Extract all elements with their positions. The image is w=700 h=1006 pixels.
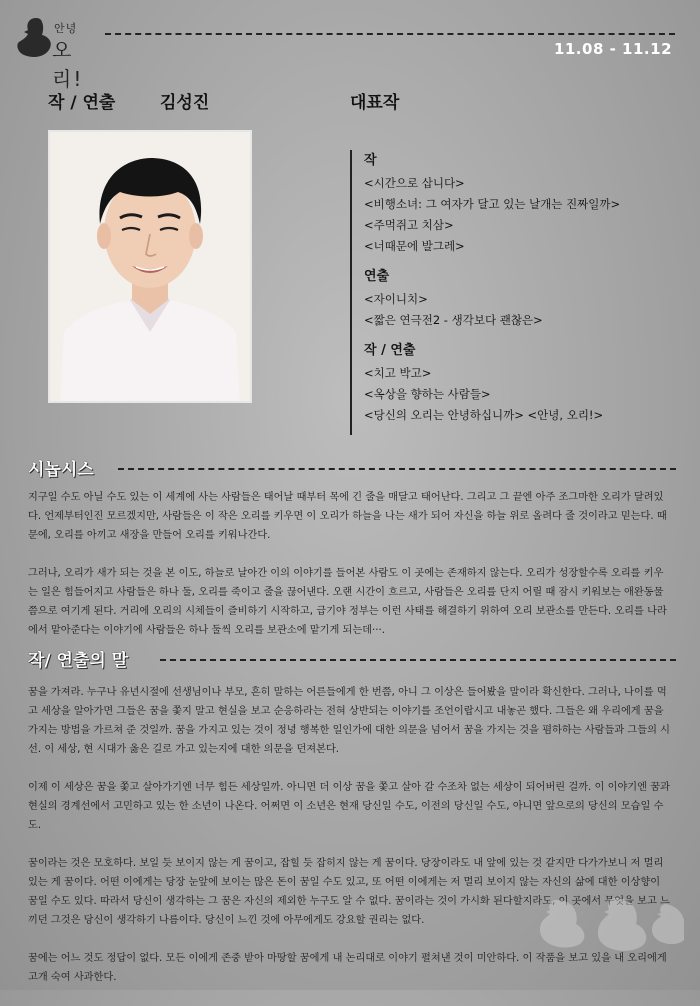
works-divider-line — [350, 150, 352, 435]
director-note-title: 작/ 연출의 말 — [28, 651, 129, 671]
work-title: <비행소녀: 그 여자가 달고 있는 날개는 진짜일까> — [364, 197, 621, 211]
synopsis-paragraph: 그러나, 오리가 새가 되는 것을 본 이도, 하늘로 날아간 이의 이야기를 들어본 사람도 이 곳에는 존재하지 않는다. 오리가 성장할수록 오리를 키우는 일은 힘들어지고 사람들은 하나 둘, 오리를 죽이고 줄을 끊어낸다. 오랜 시간이 흐르고, 사람들은 오리를 단지 어릴 때 잠시 키워보는 애완동물 쯤으로 여기게 된다. 거리에 오리의 시체들이 즐비하기 시작하고, 급기야 정부는 이런 사태를 해결하기 위하여 오리 보관소를 만든다. 오리를 나라에서 맡아준다는 이야기에 사람들은 하나 둘씩 오리를 보관소에 맡기게 되는데···. — [28, 568, 667, 636]
logo-text-top: 안녕 — [54, 22, 78, 35]
director-note-paragraph: 꿈을 가져라. 누구나 유년시절에 선생님이나 부모, 흔히 말하는 어른들에게 한 번쯤, 아니 그 이상은 들어봤을 말이라 확신한다. 그러나, 나이를 먹고 세상을 알아가면 그들은 꿈을 쫓지 말고 현실을 보고 순응하라는 전혀 상반되는 이야기를 조언이랍시고 내놓곤 했다. 그들은 왜 우리에게 꿈을 가지는 방법을 가르쳐 준 것일까. 꿈을 가지고 있는 것이 정녕 행복한 일인가에 대한 의문을 넘어서 꿈을 가지는 것을 폄하하는 사람들과 그들의 시선. 이 세상, 현 시대가 옳은 길로 가고 있는지에 대한 의문을 던져본다. — [28, 687, 671, 755]
synopsis-divider — [118, 468, 676, 470]
work-title: <짧은 연극전2 - 생각보다 괜찮은> — [364, 313, 543, 327]
logo-text-main: 오리! — [52, 38, 84, 91]
director-note-paragraph: 이제 이 세상은 꿈을 쫓고 살아가기엔 너무 힘든 세상일까. 아니면 더 이상 꿈을 쫓고 살아 갈 수조차 없는 세상이 되어버린 걸까. 이 이야기엔 꿈과 현실의 경계선에서 고민하고 있는 한 소년이 나온다. 어쩌면 이 소년은 현재 당신일 수도, 이전의 당신일 수도, 아니면 앞으로의 당신의 모습일 수도. — [28, 782, 670, 831]
work-title: <치고 박고> — [364, 366, 432, 380]
header-divider — [105, 33, 675, 35]
duck-logo-icon — [14, 14, 54, 60]
works-list — [364, 150, 684, 426]
duck-watermark-icon — [536, 890, 686, 960]
role-label: 작 / 연출 — [48, 93, 116, 113]
performance-dates: 11.08 - 11.12 — [553, 40, 672, 58]
work-title: <자이니치> — [364, 292, 428, 306]
works-category: 작 — [364, 153, 377, 168]
director-note-paragraph: 꿈에는 어느 것도 정답이 없다. 모든 이에게 존중 받아 마땅할 꿈에게 내 논리대로 이야기 펼쳐낸 것이 미안하다. 이 작품을 보고 있을 내 오리에게 고개 숙여 사과한다. — [28, 953, 667, 983]
works-category: 작 / 연출 — [364, 343, 416, 358]
creator-name: 김성진 — [160, 93, 210, 113]
director-note-divider — [160, 659, 676, 661]
logo — [14, 14, 104, 91]
work-title: <옥상을 향하는 사람들> — [364, 387, 491, 401]
works-heading: 대표작 — [350, 93, 400, 113]
portrait-photo — [48, 130, 252, 403]
synopsis-paragraph: 지구일 수도 아닐 수도 있는 이 세계에 사는 사람들은 태어날 때부터 목에 긴 줄을 매달고 태어난다. 그리고 그 끝엔 아주 조그마한 오리가 달려있다. 언제부터인진 모르겠지만, 사람들은 이 작은 오리를 키우면 이 오리가 하늘을 나는 새가 되어 자신을 하늘 위로 올려다 줄 것이라고 믿는다. 때문에, 오리를 아끼고 새장을 만들어 오리를 키워나간다. — [28, 492, 667, 541]
work-title: <주먹쥐고 치삼> — [364, 218, 454, 232]
synopsis-title: 시놉시스 — [28, 460, 94, 480]
works-category: 연출 — [364, 269, 390, 284]
synopsis-text — [28, 488, 673, 659]
director-note-paragraph: 꿈이라는 것은 모호하다. 보일 듯 보이지 않는 게 꿈이고, 잡힐 듯 잡히지 않는 게 꿈이다. 당장이라도 내 앞에 있는 것 같지만 다가가보니 저 멀리 있는 게 꿈이다. 어떤 이에게는 당장 눈앞에 보이는 많은 돈이 꿈일 수도 있고, 또 어떤 이에게는 저 멀리 보이지 않는 자신의 삶에 대한 이상향이 꿈일 수도 있다. 따라서 당신이 생각하는 그 꿈은 자신의 제외한 누구도 알 수 없다. 꿈이라는 것이 가시화 된다할지라도, 이 곳에서 무엇을 보고 느끼던 그것은 당신이 생각하기 나름이다. 당신이 느낀 것에 아무에게도 강요할 권리는 없다. — [28, 858, 670, 926]
work-title: <시간으로 삽니다> — [364, 176, 465, 190]
work-title: <당신의 오리는 안녕하십니까> <안녕, 오리!> — [364, 408, 604, 422]
work-title: <너때문에 발그레> — [364, 239, 465, 253]
